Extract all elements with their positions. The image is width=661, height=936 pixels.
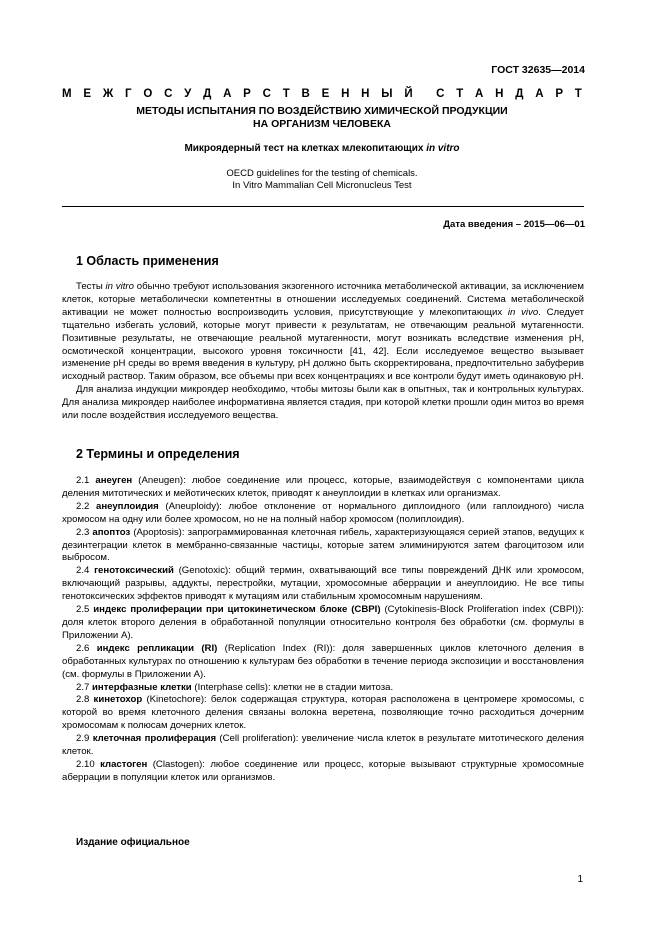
text-run: 2.6 xyxy=(76,642,97,654)
term-name: анеуген xyxy=(95,475,133,486)
banner-letter: Д xyxy=(203,88,212,100)
section-1-heading: 1 Область применения xyxy=(76,254,219,268)
text-run: 2.2 xyxy=(76,500,96,512)
text-run: обычно требуют использования экзогенного источника метаболической активации, за исключением клеток, которые метаболически компетентны в отношении исследуемых соединений. Система метаболической активации не может полностью воспроизводить условия, присутствующие у млекопитающих xyxy=(62,281,584,318)
banner-letter: Н xyxy=(495,88,504,100)
banner-letter: С xyxy=(164,88,173,100)
subtitle-prefix: Микроядерный тест на клетках млекопитающих xyxy=(184,143,427,154)
gost-number: ГОСТ 32635—2014 xyxy=(491,64,585,76)
banner-letter: Т xyxy=(282,88,290,100)
banner-letter: В xyxy=(301,88,310,100)
text-run: (Cytokinesis-Block Proliferation index (CBPI)): доля клеток второго деления в обработанной популяции относительно контроля без обработки (см. формулы в Приложении А). xyxy=(62,604,584,641)
section-1-paragraph xyxy=(62,384,584,423)
banner-letter: Д xyxy=(515,88,524,100)
edition-note: Издание официальное xyxy=(76,837,190,848)
banner-letter: Е xyxy=(321,88,330,100)
text-run: 2.4 xyxy=(76,565,95,577)
text-run: 2.10 xyxy=(76,758,101,770)
text-run: (Clastogen): любое соединение или процесс, которые вызывают структурные хромосомные аберрации в популяции клеток или организмов. xyxy=(62,758,585,783)
banner-letter: Н xyxy=(361,88,370,100)
text-run: (Cell proliferation): увеличение числа клеток в результате митотического деления клеток. xyxy=(62,733,584,758)
title-line-1: МЕТОДЫ ИСПЫТАНИЯ ПО ВОЗДЕЙСТВИЮ ХИМИЧЕСКОЙ ПРОДУКЦИИ xyxy=(136,105,508,117)
document-subtitle xyxy=(62,143,582,154)
banner-letter: Г xyxy=(125,88,132,100)
banner-letter: А xyxy=(475,88,484,100)
text-run: (Aneugen): любое соединение или процесс, которые, взаимодействуя с компонентами цикла деления митотических и мейотических клеток, приводят к анеуплоидии в клетках или организмах. xyxy=(62,475,584,499)
section-2-heading: 2 Термины и определения xyxy=(76,447,240,461)
section-2-body xyxy=(62,475,584,785)
banner-letter: О xyxy=(143,88,153,100)
oecd-line-2: In Vitro Mammalian Cell Micronucleus Test xyxy=(232,180,412,191)
term-name: индекс репликации (RI) xyxy=(96,642,218,654)
banner-letter: А xyxy=(223,88,232,100)
term-definition xyxy=(62,475,584,501)
header-divider xyxy=(62,206,584,207)
banner-letter: Е xyxy=(83,88,92,100)
banner-letter: Т xyxy=(574,88,582,100)
text-run: (Apoptosis): запрограммированная клеточная гибель, характеризующаяся серией этапов, ведущих к дезинтеграции клеток в мембранно-связанные частицы, которые затем элиминируются затем фагоцитозом или выбросом. xyxy=(62,526,584,564)
banner-letter: Ж xyxy=(102,88,114,100)
text-run: (Replication Index (RI)): доля завершенных циклов клеточного деления в обработанных культурах по отношению к культурам без обработки в течение периода экспозиции и восстановления (см. формулы в Приложении А). xyxy=(62,642,584,680)
term-name: анеуплоидия xyxy=(95,500,159,512)
text-run: 2.3 xyxy=(76,526,93,538)
text-run: (Aneuploidy): любое отклонение от нормального диплоидного (или гаплоидного) числа хромосом на одну или более хромосом, но не на полный набор хромосом (полиплоидия). xyxy=(62,500,584,525)
banner-letter: У xyxy=(184,88,192,100)
term-definition xyxy=(62,604,584,643)
term-name: интерфазные клетки xyxy=(92,681,192,693)
document-title xyxy=(62,105,582,131)
italic-text: in vitro xyxy=(105,281,134,292)
oecd-reference xyxy=(62,168,582,192)
text-run: 2.1 xyxy=(76,475,96,486)
text-run: (Genotoxic): общий термин, охватывающий все типы повреждений ДНК или хромосом, включающий разрывы, аддукты, перестройки, мутации, хромосомные аберрации и анеуплоидию. Не все типы генотоксических эффектов приводят к мутациям или стабильным хромосомным нарушениям. xyxy=(62,565,584,603)
banner-letter: С xyxy=(436,88,445,100)
section-1-paragraph xyxy=(62,281,584,384)
text-run: Для анализа индукции микроядер необходимо, чтобы митозы были как в опытных, так и контрольных культурах. Для анализа микроядер наиболее информативна является стадия, при которой клетки прошли один митоз во время или после воздействия исследуемого вещества. xyxy=(62,384,584,422)
section-1-body xyxy=(62,281,584,423)
term-definition xyxy=(62,733,584,759)
banner-letter: Т xyxy=(456,88,464,100)
text-run: 2.9 xyxy=(76,733,93,745)
banner-letter: Р xyxy=(555,88,563,100)
text-run: (Interphase cells): клетки не в стадии митоза. xyxy=(191,681,394,693)
banner-letter: Ы xyxy=(381,88,393,100)
text-run: . Следует тщательно избегать условий, которые могут привести к результатам, не отвечающим реальной мутагенности. Позитивные результаты, не отвечающие реальной мутагенности, могут возникать вследствие изменения pH, осмотической концентрации, высокого уровня токсичности [41, 42]. Если исследуемое вещество вызывает изменение pH среды во время введения в культуру, pH должно быть скорректирована, предпочтительно забуферив исходный раствор. Таким образом, все объемы при всех концентрациях и все контроли будут иметь одинаковую pH. xyxy=(62,306,584,383)
term-definition xyxy=(62,643,584,682)
page-number: 1 xyxy=(577,874,583,885)
term-definition xyxy=(62,565,584,604)
banner-letter: Й xyxy=(404,88,413,100)
term-name: генотоксический xyxy=(94,565,174,577)
term-name: кинетохор xyxy=(93,694,143,706)
term-definition xyxy=(62,759,584,785)
banner-letter: Р xyxy=(243,88,251,100)
term-name: апоптоз xyxy=(92,526,131,538)
italic-text: in vivo xyxy=(507,306,539,318)
term-name: клеточная пролиферация xyxy=(92,733,217,745)
text-run: 2.7 xyxy=(76,681,93,693)
banner-letter: Н xyxy=(341,88,350,100)
term-name: кластоген xyxy=(100,758,148,770)
term-definition xyxy=(62,527,584,566)
banner-letter: М xyxy=(62,88,72,100)
term-definition xyxy=(62,682,584,695)
term-definition xyxy=(62,694,584,733)
term-name: индекс пролиферации при цитокинетическом блоке (CBPI) xyxy=(93,604,381,616)
title-line-2: НА ОРГАНИЗМ ЧЕЛОВЕКА xyxy=(253,118,391,130)
text-run: (Kinetochore): белок содержащая структура, которая расположена в центромере хромосомы, с которой во время клеточного деления связаны волокна веретена, позволяющие точно расходиться дочерним хромосомам к полюсам дочерних клеток. xyxy=(62,694,584,732)
banner-letter: С xyxy=(262,88,271,100)
introduction-date: Дата введения – 2015—06—01 xyxy=(443,219,585,230)
subtitle-italic: in vitro xyxy=(426,143,460,154)
banner-letter: А xyxy=(535,88,544,100)
oecd-line-1: OECD guidelines for the testing of chemicals. xyxy=(226,168,418,179)
text-run: 2.8 xyxy=(76,694,94,706)
text-run: 2.5 xyxy=(76,604,94,616)
text-run: Тесты xyxy=(76,281,106,292)
term-definition xyxy=(62,501,584,527)
interstate-standard-banner xyxy=(62,88,582,100)
